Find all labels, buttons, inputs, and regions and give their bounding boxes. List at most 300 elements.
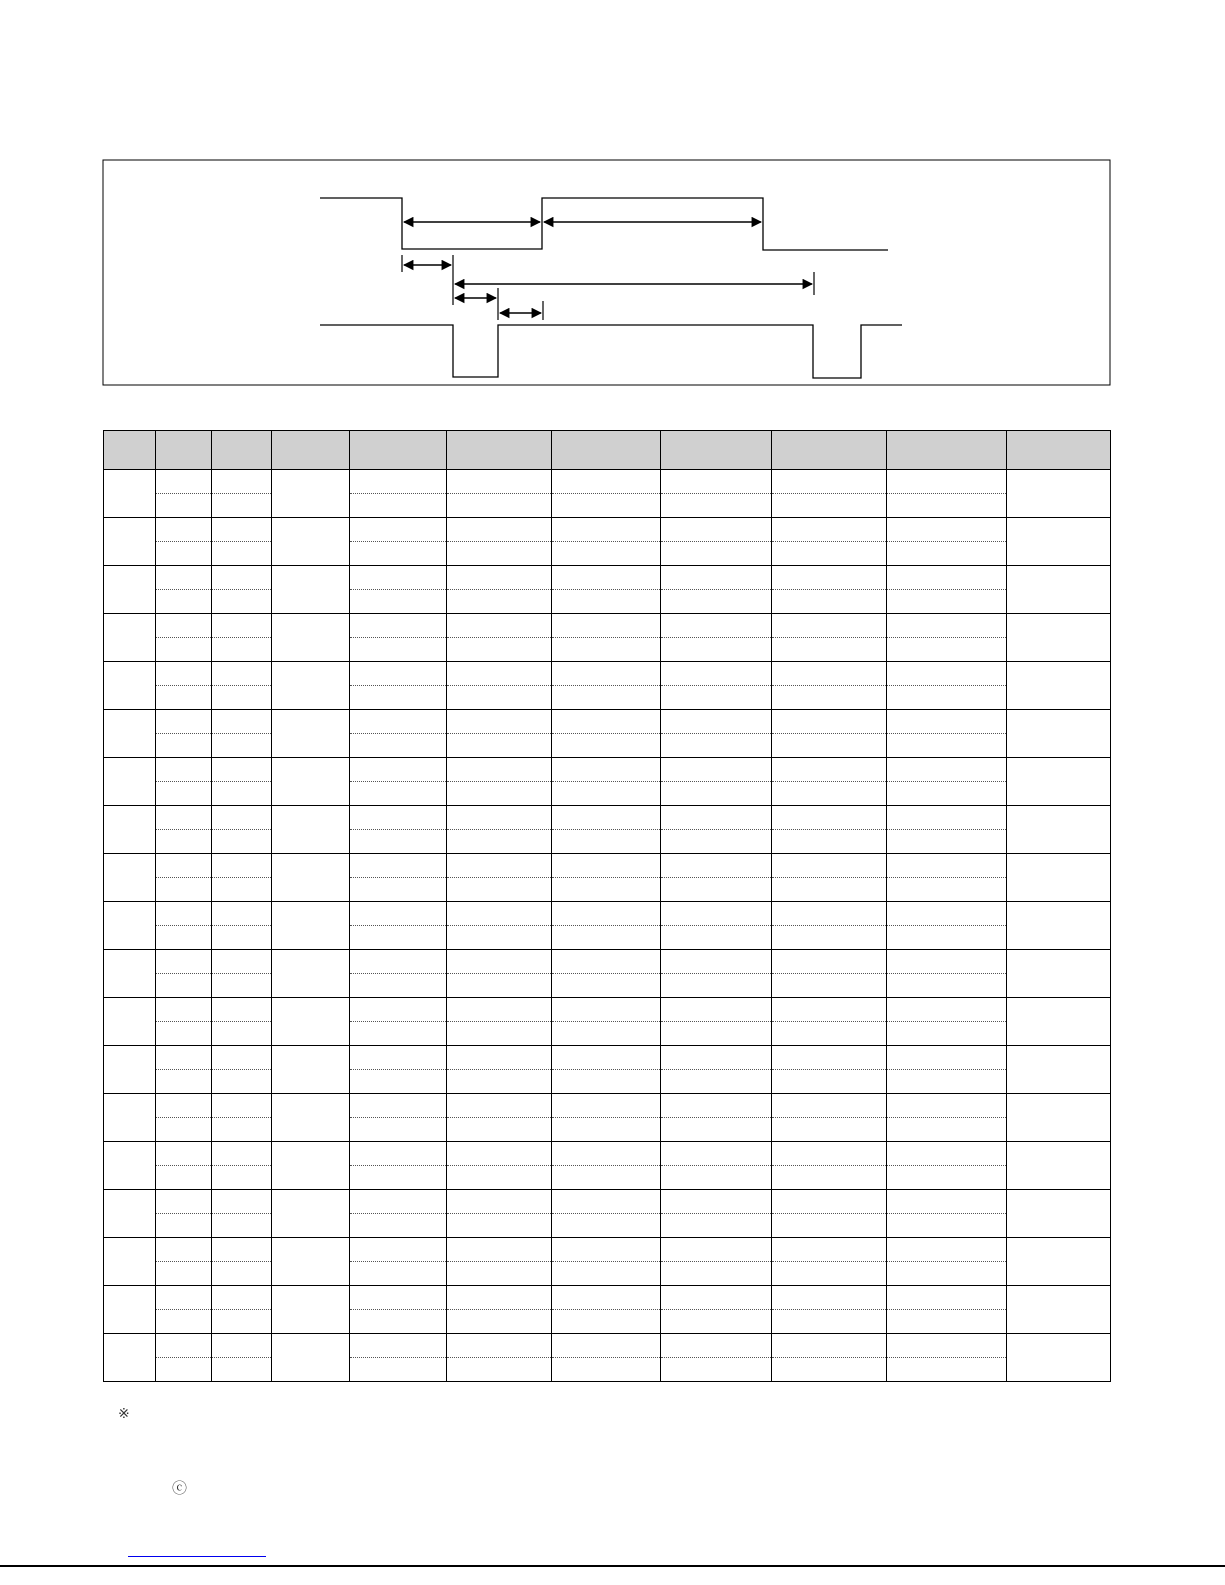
table-cell (1007, 1094, 1111, 1142)
table-cell (212, 710, 272, 734)
table-cell (552, 878, 661, 902)
table-cell (887, 878, 1007, 902)
table-header-row (104, 431, 1111, 470)
table-cell (772, 1046, 887, 1070)
table-row (104, 566, 1111, 590)
table-cell (447, 854, 552, 878)
table-cell (156, 806, 212, 830)
table-cell (661, 902, 772, 926)
table-cell (1007, 998, 1111, 1046)
table-cell (350, 1046, 447, 1070)
table-cell (661, 806, 772, 830)
table-row (104, 950, 1111, 974)
table-cell (272, 902, 350, 950)
table-cell (350, 926, 447, 950)
table-cell (552, 614, 661, 638)
table-cell (552, 854, 661, 878)
table-cell (272, 950, 350, 998)
table-cell (661, 518, 772, 542)
header-cell (552, 431, 661, 470)
table-row (104, 662, 1111, 686)
table-cell (350, 1022, 447, 1046)
table-cell (212, 854, 272, 878)
table-cell (212, 1070, 272, 1094)
table-cell (661, 830, 772, 854)
header-cell (447, 431, 552, 470)
table-cell (447, 974, 552, 998)
header-cell (772, 431, 887, 470)
table-cell (350, 638, 447, 662)
table-cell (447, 734, 552, 758)
table-cell (447, 782, 552, 806)
table-cell (661, 614, 772, 638)
table-cell (156, 1118, 212, 1142)
table-cell (1007, 662, 1111, 710)
table-cell (887, 1046, 1007, 1070)
table-cell (887, 950, 1007, 974)
table-cell (1007, 1286, 1111, 1334)
table-cell (552, 806, 661, 830)
table-cell (772, 1310, 887, 1334)
table-cell (772, 1118, 887, 1142)
table-cell (661, 1310, 772, 1334)
table-cell (212, 974, 272, 998)
table-row (104, 686, 1111, 710)
table-cell (104, 710, 156, 758)
table-cell (350, 830, 447, 854)
table-row (104, 1070, 1111, 1094)
table-cell (661, 1142, 772, 1166)
table-cell (552, 1142, 661, 1166)
table-row (104, 734, 1111, 758)
reference-ticks (402, 255, 814, 320)
table-cell (156, 1358, 212, 1382)
table-cell (350, 806, 447, 830)
table-cell (552, 950, 661, 974)
table-cell (212, 662, 272, 686)
upper-waveform (320, 198, 888, 250)
table-row (104, 1214, 1111, 1238)
table-cell (552, 974, 661, 998)
table-cell (156, 710, 212, 734)
table-row (104, 1022, 1111, 1046)
header-cell (661, 431, 772, 470)
table-cell (772, 1022, 887, 1046)
table-cell (447, 1166, 552, 1190)
table-cell (552, 542, 661, 566)
table-cell (772, 950, 887, 974)
table-cell (447, 662, 552, 686)
table-cell (772, 494, 887, 518)
table-row (104, 542, 1111, 566)
table-cell (1007, 1334, 1111, 1382)
table-cell (552, 662, 661, 686)
table-cell (156, 1262, 212, 1286)
table-row (104, 614, 1111, 638)
header-cell (212, 431, 272, 470)
table-cell (661, 1334, 772, 1358)
table-cell (887, 782, 1007, 806)
table-cell (447, 1070, 552, 1094)
table-cell (272, 518, 350, 566)
table-cell (156, 614, 212, 638)
table-cell (272, 806, 350, 854)
table-cell (887, 806, 1007, 830)
table-cell (1007, 902, 1111, 950)
table-cell (447, 1142, 552, 1166)
table-row (104, 878, 1111, 902)
header-cell (887, 431, 1007, 470)
table-cell (156, 1094, 212, 1118)
table-cell (1007, 566, 1111, 614)
table-cell (104, 1094, 156, 1142)
table-cell (661, 590, 772, 614)
table-cell (772, 470, 887, 494)
table-cell (887, 1094, 1007, 1118)
table-cell (447, 518, 552, 542)
table-cell (1007, 710, 1111, 758)
reference-mark-icon: ※ (118, 1405, 130, 1421)
table-cell (552, 1358, 661, 1382)
timing-table (103, 430, 1111, 1382)
table-cell (272, 758, 350, 806)
table-cell (350, 1214, 447, 1238)
table-cell (552, 1070, 661, 1094)
table-cell (350, 542, 447, 566)
table-cell (772, 638, 887, 662)
table-cell (104, 998, 156, 1046)
table-cell (104, 758, 156, 806)
table-cell (447, 878, 552, 902)
table-cell (447, 1358, 552, 1382)
table-cell (661, 758, 772, 782)
table-cell (661, 662, 772, 686)
table-row (104, 1142, 1111, 1166)
table-cell (156, 974, 212, 998)
table-row (104, 1190, 1111, 1214)
table-cell (350, 1334, 447, 1358)
table-row (104, 1358, 1111, 1382)
table-row (104, 926, 1111, 950)
table-cell (1007, 854, 1111, 902)
table-cell (156, 566, 212, 590)
table-row (104, 998, 1111, 1022)
table-cell (350, 974, 447, 998)
table-cell (887, 1142, 1007, 1166)
table-cell (212, 470, 272, 494)
table-cell (552, 1118, 661, 1142)
table-cell (104, 470, 156, 518)
table-cell (887, 902, 1007, 926)
table-cell (212, 926, 272, 950)
table-cell (156, 686, 212, 710)
table-cell (447, 590, 552, 614)
table-cell (1007, 806, 1111, 854)
header-cell (350, 431, 447, 470)
table-cell (447, 1022, 552, 1046)
table-cell (350, 662, 447, 686)
table-cell (447, 1046, 552, 1070)
table-cell (661, 950, 772, 974)
table-cell (350, 590, 447, 614)
table-cell (447, 1238, 552, 1262)
table-cell (887, 830, 1007, 854)
table-cell (887, 1310, 1007, 1334)
table-cell (772, 686, 887, 710)
table-cell (552, 1334, 661, 1358)
table-cell (212, 1094, 272, 1118)
table-cell (772, 734, 887, 758)
table-cell (772, 542, 887, 566)
table-cell (350, 854, 447, 878)
table-cell (350, 1286, 447, 1310)
table-cell (1007, 758, 1111, 806)
table-cell (772, 854, 887, 878)
table-cell (447, 1334, 552, 1358)
footer-link[interactable] (128, 1556, 266, 1557)
table-cell (552, 1094, 661, 1118)
table-cell (772, 1238, 887, 1262)
table-cell (272, 470, 350, 518)
table-row (104, 902, 1111, 926)
table-cell (212, 590, 272, 614)
table-cell (552, 1238, 661, 1262)
table-cell (156, 1190, 212, 1214)
table-cell (772, 614, 887, 638)
table-cell (156, 854, 212, 878)
table-cell (350, 1262, 447, 1286)
table-cell (887, 734, 1007, 758)
table-cell (887, 974, 1007, 998)
table-cell (887, 854, 1007, 878)
table-cell (447, 806, 552, 830)
table-cell (661, 782, 772, 806)
table-cell (1007, 950, 1111, 998)
table-cell (772, 1262, 887, 1286)
table-cell (156, 518, 212, 542)
table-cell (661, 1286, 772, 1310)
table-cell (212, 1142, 272, 1166)
table-row (104, 1262, 1111, 1286)
table-cell (772, 1070, 887, 1094)
table-row (104, 974, 1111, 998)
table-cell (887, 1070, 1007, 1094)
table-cell (552, 1046, 661, 1070)
table-cell (272, 1142, 350, 1190)
table-cell (887, 998, 1007, 1022)
lower-waveform (320, 325, 902, 378)
table-cell (350, 1166, 447, 1190)
table-cell (447, 998, 552, 1022)
table-cell (156, 782, 212, 806)
table-cell (350, 878, 447, 902)
table-cell (104, 1286, 156, 1334)
table-cell (552, 1262, 661, 1286)
table-cell (887, 1166, 1007, 1190)
table-cell (887, 1262, 1007, 1286)
table-cell (772, 830, 887, 854)
table-cell (156, 470, 212, 494)
table-cell (661, 638, 772, 662)
table-cell (350, 782, 447, 806)
table-cell (552, 734, 661, 758)
table-cell (887, 590, 1007, 614)
table-cell (661, 1238, 772, 1262)
table-cell (552, 1310, 661, 1334)
table-cell (156, 1214, 212, 1238)
table-cell (772, 518, 887, 542)
table-cell (661, 1214, 772, 1238)
table-row (104, 494, 1111, 518)
table-row (104, 638, 1111, 662)
table-cell (212, 1214, 272, 1238)
table-cell (212, 998, 272, 1022)
table-cell (350, 518, 447, 542)
header-cell (272, 431, 350, 470)
table-cell (350, 950, 447, 974)
table-cell (212, 1358, 272, 1382)
table-cell (661, 854, 772, 878)
table-cell (350, 566, 447, 590)
table-cell (104, 1142, 156, 1190)
table-cell (447, 950, 552, 974)
table-cell (447, 1094, 552, 1118)
table-cell (104, 1238, 156, 1286)
table-cell (772, 902, 887, 926)
table-cell (772, 806, 887, 830)
table-cell (104, 518, 156, 566)
table-cell (350, 614, 447, 638)
table-cell (212, 1286, 272, 1310)
table-cell (272, 1046, 350, 1094)
table-cell (104, 566, 156, 614)
table-cell (212, 1046, 272, 1070)
table-cell (661, 878, 772, 902)
table-cell (447, 1214, 552, 1238)
table-cell (156, 1286, 212, 1310)
table-cell (447, 902, 552, 926)
table-cell (212, 494, 272, 518)
table-cell (212, 1238, 272, 1262)
table-cell (1007, 518, 1111, 566)
table-cell (1007, 1142, 1111, 1190)
table-cell (661, 998, 772, 1022)
table-cell (350, 902, 447, 926)
table-cell (887, 1022, 1007, 1046)
table-cell (772, 1214, 887, 1238)
table-cell (552, 830, 661, 854)
table-cell (104, 1334, 156, 1382)
table-cell (350, 758, 447, 782)
table-cell (887, 638, 1007, 662)
table-cell (350, 1238, 447, 1262)
table-cell (156, 590, 212, 614)
table-cell (772, 1286, 887, 1310)
table-cell (661, 1094, 772, 1118)
table-cell (212, 1262, 272, 1286)
table-cell (887, 1334, 1007, 1358)
table-cell (350, 494, 447, 518)
table-cell (772, 1094, 887, 1118)
diagram-frame (103, 160, 1110, 385)
table-cell (350, 1310, 447, 1334)
table-cell (212, 1166, 272, 1190)
table-cell (772, 782, 887, 806)
table-cell (887, 566, 1007, 590)
table-cell (447, 1190, 552, 1214)
table-cell (887, 758, 1007, 782)
table-cell (212, 566, 272, 590)
table-cell (447, 470, 552, 494)
table-cell (272, 566, 350, 614)
table-cell (104, 614, 156, 662)
table-cell (772, 1166, 887, 1190)
table-cell (661, 1166, 772, 1190)
table-cell (552, 638, 661, 662)
table-row (104, 1334, 1111, 1358)
table-cell (772, 1334, 887, 1358)
table-cell (661, 1070, 772, 1094)
table-cell (887, 1214, 1007, 1238)
table-cell (212, 902, 272, 926)
table-cell (552, 1286, 661, 1310)
table-cell (212, 1022, 272, 1046)
table-cell (661, 974, 772, 998)
table-cell (772, 878, 887, 902)
table-cell (156, 1334, 212, 1358)
table-cell (272, 662, 350, 710)
circled-c-icon: ⓒ (172, 1480, 188, 1497)
table-cell (272, 1238, 350, 1286)
table-cell (350, 470, 447, 494)
table-cell (212, 782, 272, 806)
table-cell (661, 470, 772, 494)
table-row (104, 830, 1111, 854)
table-cell (447, 686, 552, 710)
table-cell (104, 902, 156, 950)
table-cell (350, 1094, 447, 1118)
table-cell (272, 1190, 350, 1238)
table-cell (552, 590, 661, 614)
table-cell (661, 1022, 772, 1046)
table-cell (552, 782, 661, 806)
table-cell (156, 830, 212, 854)
table-cell (447, 1286, 552, 1310)
table-cell (772, 926, 887, 950)
table-cell (156, 1238, 212, 1262)
table-cell (661, 1118, 772, 1142)
table-cell (212, 758, 272, 782)
table-cell (447, 494, 552, 518)
table-cell (887, 1286, 1007, 1310)
table-cell (887, 1190, 1007, 1214)
table-cell (887, 494, 1007, 518)
table-cell (212, 734, 272, 758)
table-cell (212, 1190, 272, 1214)
table-row (104, 758, 1111, 782)
table-cell (552, 1190, 661, 1214)
table-cell (350, 1142, 447, 1166)
table-cell (661, 542, 772, 566)
table-cell (272, 998, 350, 1046)
table-cell (156, 662, 212, 686)
table-cell (661, 686, 772, 710)
table-cell (156, 494, 212, 518)
table-cell (156, 734, 212, 758)
table-cell (552, 926, 661, 950)
table-cell (447, 638, 552, 662)
table-cell (887, 1118, 1007, 1142)
